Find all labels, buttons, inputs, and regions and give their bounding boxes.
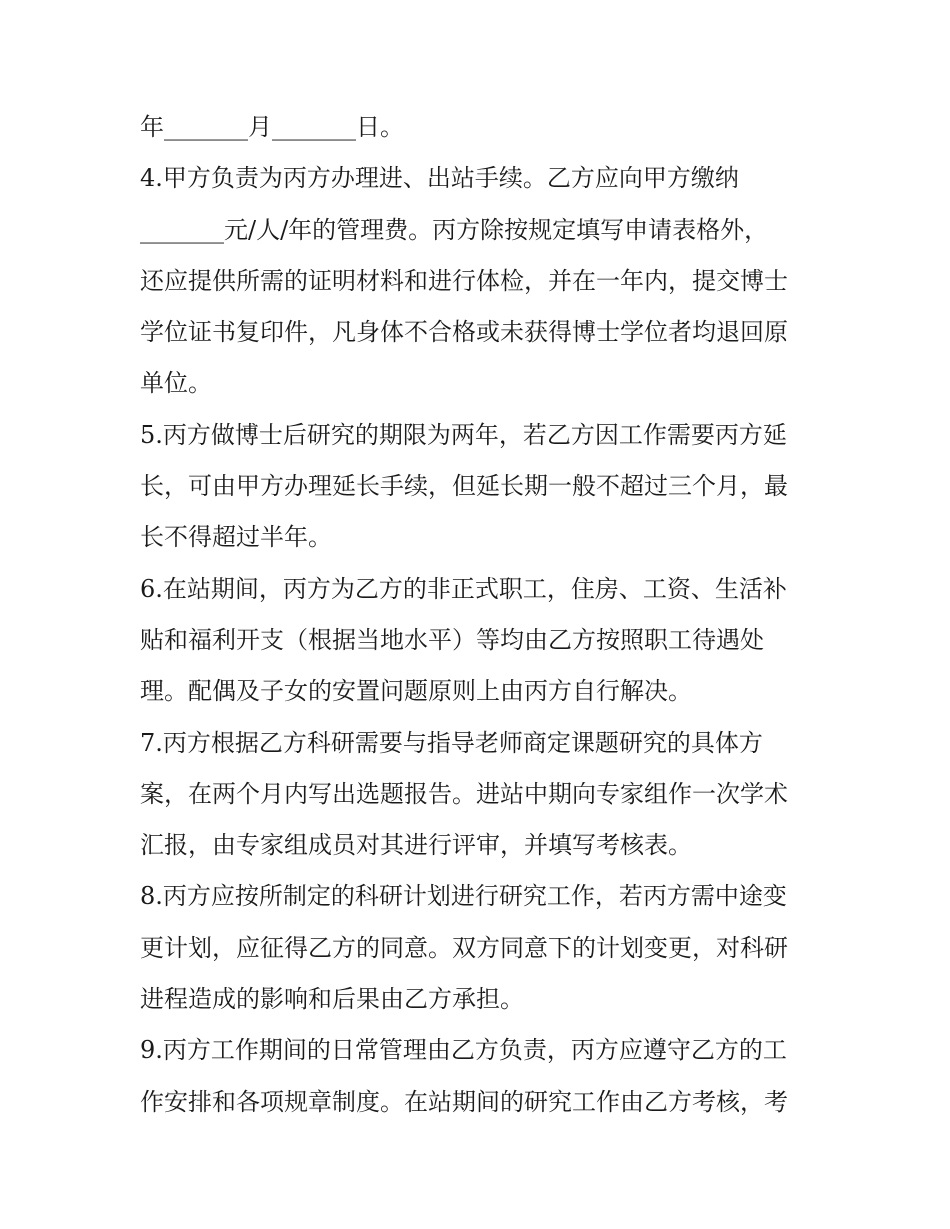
text-line: 长，可由甲方办理延长手续，但延长期一般不超过三个月，最	[140, 472, 788, 501]
text-line: 进程造成的影响和后果由乙方承担。	[140, 985, 524, 1014]
text-line: 作安排和各项规章制度。在站期间的研究工作由乙方考核，考	[140, 1087, 788, 1116]
document-body	[140, 102, 815, 1128]
text-line: 单位。	[140, 369, 212, 398]
text-line: _______元/人/年的管理费。丙方除按规定填写申请表格外，	[140, 215, 769, 244]
text-line: 9.丙方工作期间的日常管理由乙方负责，丙方应遵守乙方的工	[140, 1036, 787, 1065]
text-line: 贴和福利开支（根据当地水平）等均由乙方按照职工待遇处	[140, 625, 764, 654]
text-line: 学位证书复印件，凡身体不合格或未获得博士学位者均退回原	[140, 318, 788, 347]
text-line: 还应提供所需的证明材料和进行体检，并在一年内，提交博士	[140, 266, 788, 295]
text-line: 4.甲方负责为丙方办理进、出站手续。乙方应向甲方缴纳	[140, 164, 739, 193]
text-line: 年_______月_______日。	[140, 113, 404, 141]
text-line: 6.在站期间，丙方为乙方的非正式职工，住房、工资、生活补	[140, 574, 787, 603]
text-line: 汇报，由专家组成员对其进行评审，并填写考核表。	[140, 831, 692, 860]
text-line: 7.丙方根据乙方科研需要与指导老师商定课题研究的具体方	[140, 728, 763, 757]
text-line: 8.丙方应按所制定的科研计划进行研究工作，若丙方需中途变	[140, 882, 787, 911]
text-line: 更计划，应征得乙方的同意。双方同意下的计划变更，对科研	[140, 933, 788, 962]
text-line: 5.丙方做博士后研究的期限为两年，若乙方因工作需要丙方延	[140, 420, 787, 449]
text-line: 案，在两个月内写出选题报告。进站中期向专家组作一次学术	[140, 779, 788, 808]
text-line: 长不得超过半年。	[140, 523, 332, 552]
text-line: 理。配偶及子女的安置问题原则上由丙方自行解决。	[140, 677, 692, 706]
